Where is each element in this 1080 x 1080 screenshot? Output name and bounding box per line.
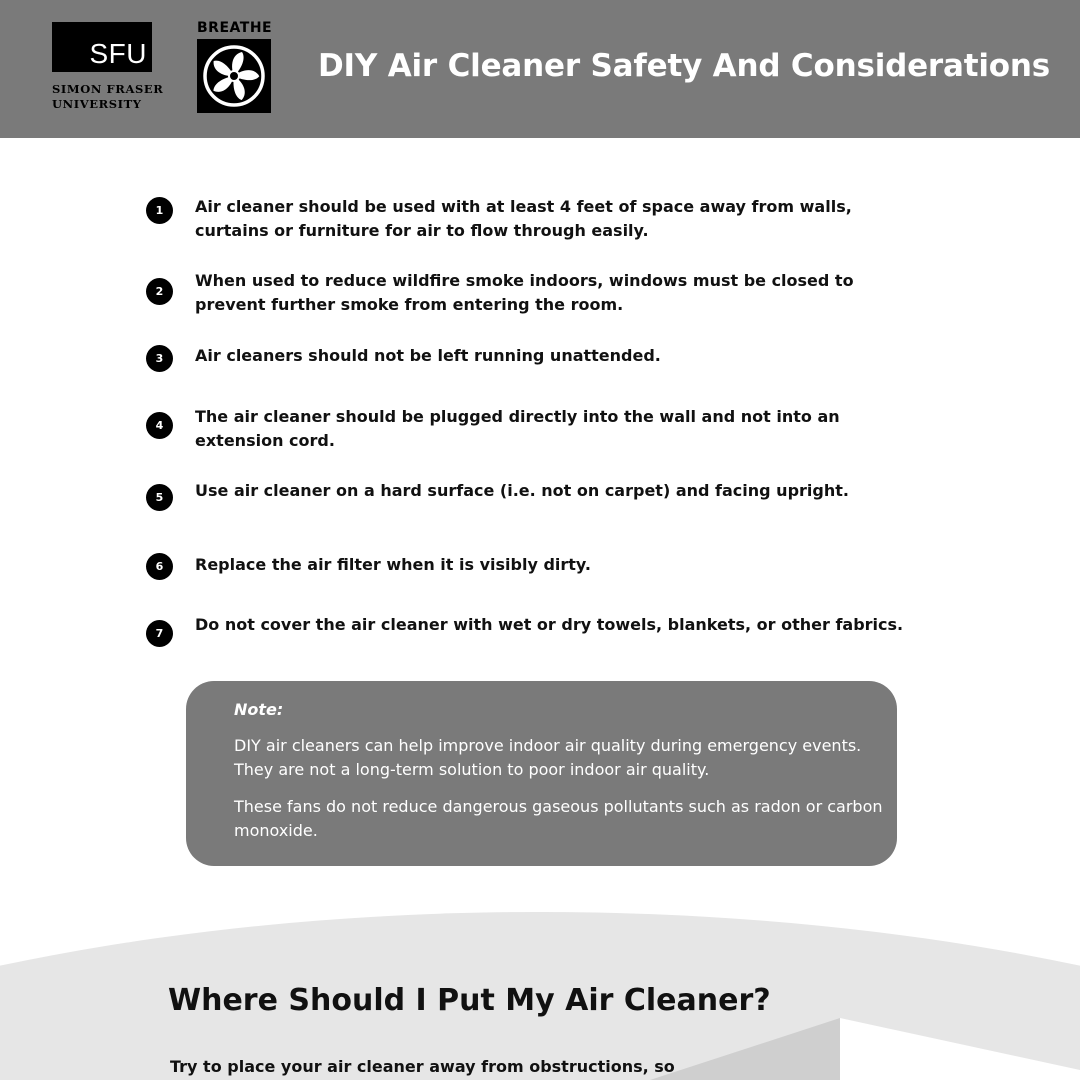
item-text: When used to reduce wildfire smoke indoors, windows must be closed to prevent further smoke from entering the room. bbox=[195, 271, 854, 314]
item-text: Use air cleaner on a hard surface (i.e. not on carpet) and facing upright. bbox=[195, 481, 849, 500]
section-intro-text: Try to place your air cleaner away from obstructions, so bbox=[170, 1057, 675, 1076]
sfu-logo-text: SFU bbox=[89, 38, 147, 69]
item-text: Air cleaner should be used with at least 4 feet of space away from walls, curtains or furniture for air to flow through easily. bbox=[195, 197, 852, 240]
note-box bbox=[186, 681, 897, 866]
item-text: Replace the air filter when it is visibly dirty. bbox=[195, 555, 591, 574]
note-title: Note: bbox=[234, 700, 284, 719]
item-number-badge: 4 bbox=[146, 412, 173, 439]
section-heading: Where Should I Put My Air Cleaner? bbox=[168, 983, 771, 1018]
sfu-subtitle-line2: UNIVERSITY bbox=[52, 97, 142, 111]
item-text: Do not cover the air cleaner with wet or dry towels, blankets, or other fabrics. bbox=[195, 615, 904, 634]
breathe-logo bbox=[197, 20, 272, 113]
item-number-badge: 2 bbox=[146, 278, 173, 305]
fan-icon bbox=[197, 39, 271, 113]
item-number-badge: 3 bbox=[146, 345, 173, 372]
item-number-badge: 7 bbox=[146, 620, 173, 647]
room-illustration bbox=[650, 1010, 1080, 1080]
room-wall-shape bbox=[650, 1018, 840, 1080]
sfu-subtitle-line1: SIMON FRASER bbox=[52, 82, 164, 96]
sfu-logo-subtitle bbox=[52, 82, 163, 112]
sfu-logo-box bbox=[52, 22, 152, 72]
room-floor-shape bbox=[840, 1018, 1080, 1080]
item-number-badge: 5 bbox=[146, 484, 173, 511]
note-paragraph: DIY air cleaners can help improve indoor air quality during emergency events. They are not a long-term solution to poor indoor air quality. bbox=[234, 736, 862, 779]
item-text: Air cleaners should not be left running unattended. bbox=[195, 346, 661, 365]
sfu-logo bbox=[52, 22, 163, 112]
page-title: DIY Air Cleaner Safety And Considerations bbox=[318, 48, 1051, 84]
page-header bbox=[0, 0, 1080, 138]
note-paragraph: These fans do not reduce dangerous gaseous pollutants such as radon or carbon monoxide. bbox=[234, 797, 883, 840]
item-number-badge: 1 bbox=[146, 197, 173, 224]
breathe-label: BREATHE bbox=[197, 20, 273, 36]
item-text: The air cleaner should be plugged directly into the wall and not into an extension cord. bbox=[195, 407, 840, 450]
item-number-badge: 6 bbox=[146, 553, 173, 580]
